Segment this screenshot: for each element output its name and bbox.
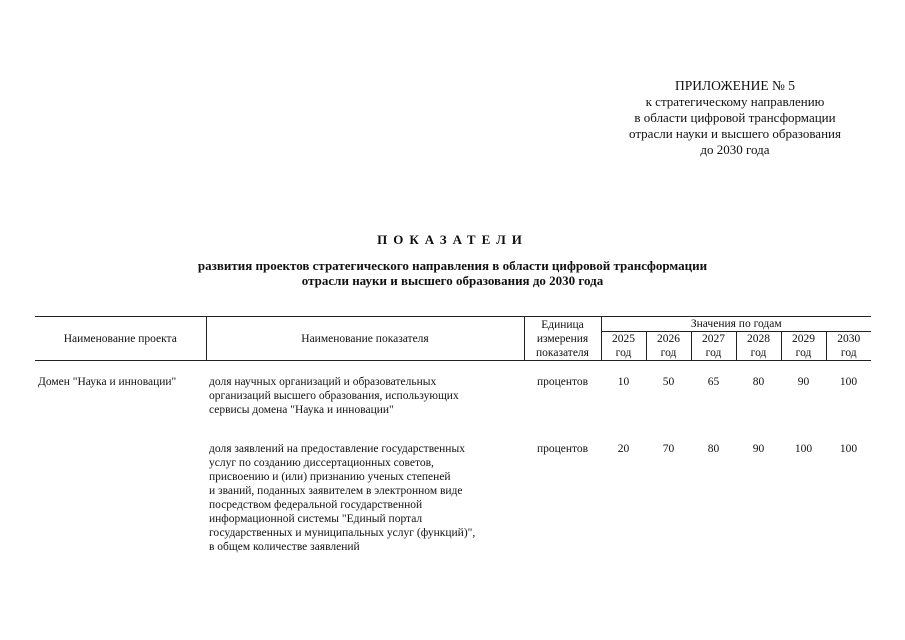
table-row — [35, 375, 871, 442]
header-year: 2026 год — [646, 332, 691, 361]
value-cell: 80 — [707, 443, 720, 455]
appendix-line: до 2030 года — [700, 142, 770, 157]
unit-cell: процентов — [536, 376, 589, 388]
value-cell: 100 — [794, 443, 813, 455]
header-unit-line: показателя — [536, 346, 589, 359]
appendix-line: отрасли науки и высшего образования — [629, 126, 841, 141]
value-cell: 65 — [707, 376, 720, 388]
header-year: 2029 год — [781, 332, 826, 361]
value-cell: 100 — [839, 376, 858, 388]
header-project: Наименование проекта — [35, 317, 206, 361]
indicators-table — [35, 316, 871, 554]
project-name: Домен "Наука и инновации" — [38, 376, 177, 388]
header-unit-line: измерения — [536, 332, 589, 345]
header-year: 2030 год — [826, 332, 871, 361]
indicator-name: доля научных организаций и образовательных организаций высшего образования, использующих сервисы домена "Наука и инновации" — [209, 376, 459, 416]
appendix-line: в области цифровой трансформации — [634, 110, 836, 125]
header-unit-line: Единица — [541, 318, 584, 331]
table-row — [35, 442, 871, 554]
project-name — [35, 442, 206, 554]
header-year: 2028 год — [736, 332, 781, 361]
value-cell: 70 — [662, 443, 675, 455]
appendix-number: ПРИЛОЖЕНИЕ № 5 — [674, 78, 796, 93]
value-cell: 80 — [752, 376, 765, 388]
appendix-line: к стратегическому направлению — [645, 94, 825, 109]
header-year: 2025 год — [601, 332, 646, 361]
value-cell: 20 — [617, 443, 630, 455]
value-cell: 50 — [662, 376, 675, 388]
value-cell: 90 — [797, 376, 810, 388]
subtitle-line: отрасли науки и высшего образования до 2030 года — [301, 273, 604, 288]
indicator-name: доля заявлений на предоставление государственных услуг по созданию диссертационных советов, присвоению и (или) признанию ученых степеней и званий, поданных заявителем в электронном виде посредством федеральной государственной информационной системы "Единый портал государственных и муниципальных услуг (функций)", в общем количестве заявлений — [209, 443, 476, 553]
header-unit — [524, 317, 601, 361]
document-subtitle — [0, 258, 905, 288]
header-values: Значения по годам — [601, 317, 871, 332]
value-cell: 90 — [752, 443, 765, 455]
document-title: ПОКАЗАТЕЛИ — [377, 232, 528, 247]
appendix-header — [590, 78, 880, 158]
header-year: 2027 год — [691, 332, 736, 361]
subtitle-line: развития проектов стратегического направления в области цифровой трансформации — [197, 258, 708, 273]
value-cell: 10 — [617, 376, 630, 388]
header-indicator: Наименование показателя — [206, 317, 524, 361]
value-cell: 100 — [839, 443, 858, 455]
unit-cell: процентов — [536, 443, 589, 455]
